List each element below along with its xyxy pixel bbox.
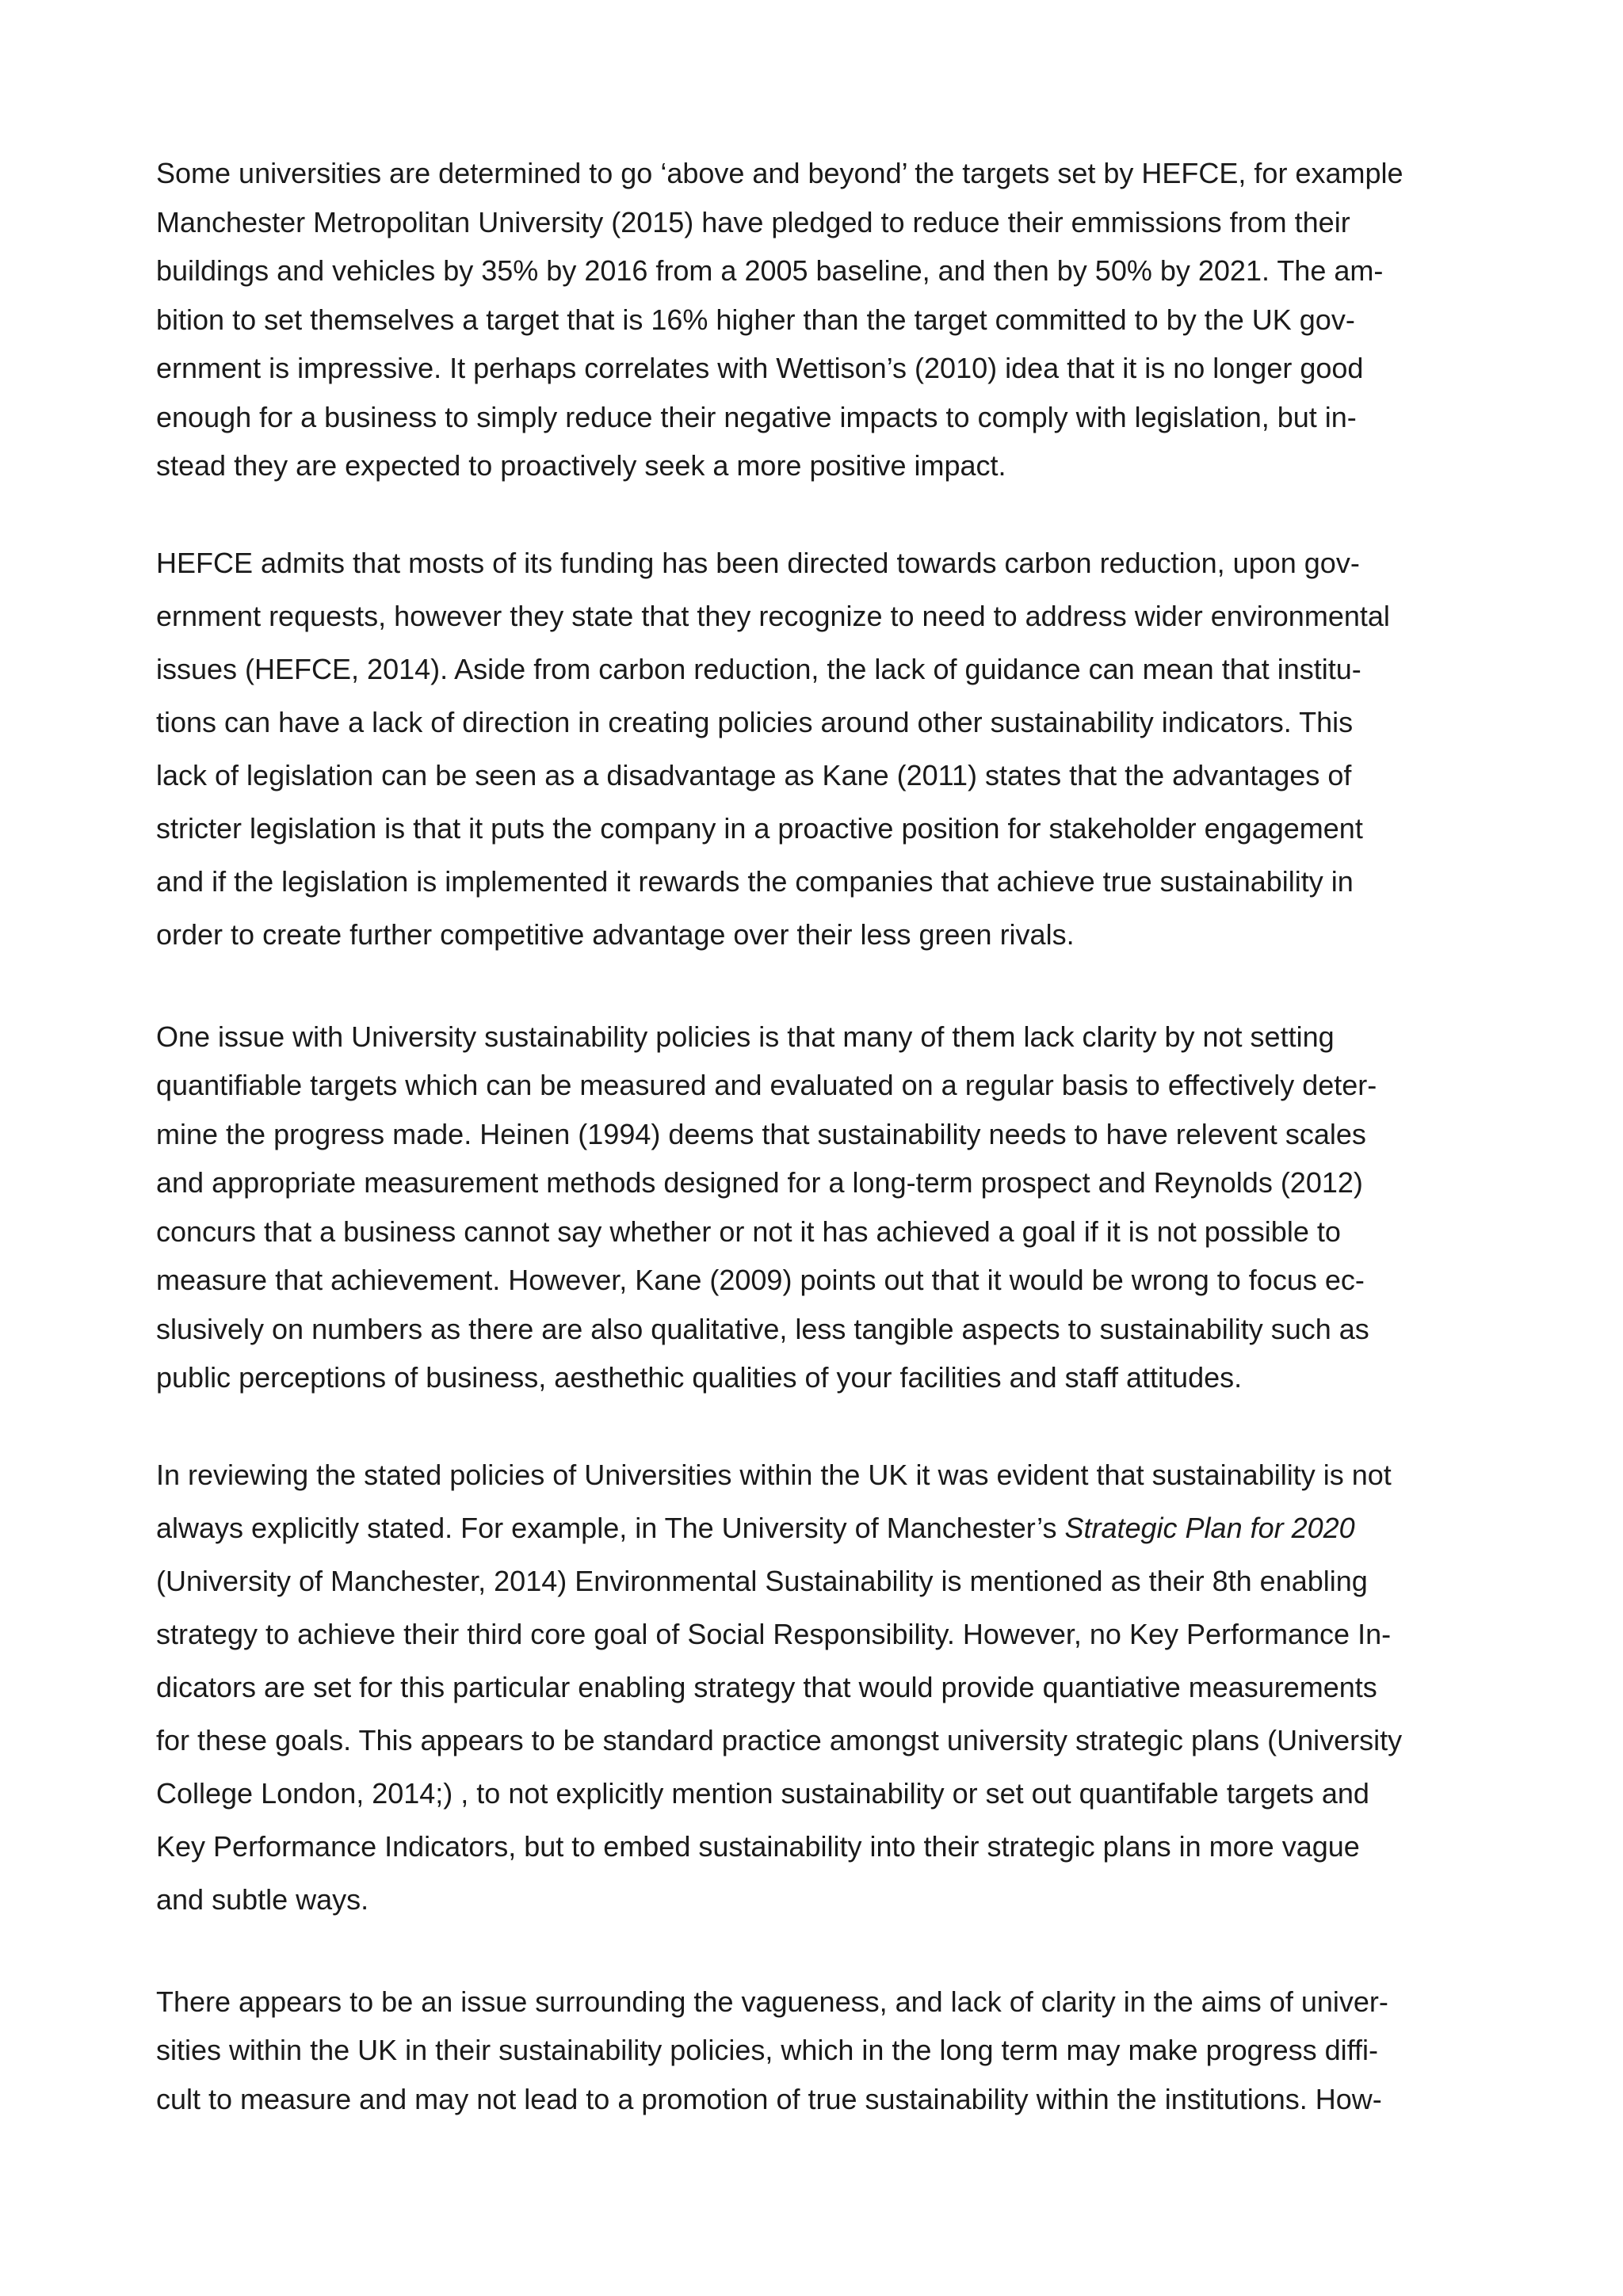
text-line: stead they are expected to proactively seek a more positive impact. [156, 449, 1006, 482]
text-line: ernment is impressive. It perhaps correlates with Wettison’s (2010) idea that it is no longer good [156, 352, 1364, 384]
text-line: concurs that a business cannot say whether or not it has achieved a goal if it is not possible to [156, 1215, 1341, 1248]
text-line: Some universities are determined to go ‘above and beyond’ the targets set by HEFCE, for example [156, 157, 1403, 189]
text-line: One issue with University sustainability policies is that many of them lack clarity by not setting [156, 1020, 1335, 1053]
text-line: strategy to achieve their third core goal of Social Responsibility. However, no Key Performance In- [156, 1618, 1392, 1650]
text-line: mine the progress made. Heinen (1994) deems that sustainability needs to have relevent scales [156, 1117, 1366, 1150]
text-line: bition to set themselves a target that is 16% higher than the target committed to by the UK gov- [156, 303, 1355, 336]
document-title-italic: Strategic Plan for 2020 [1064, 1512, 1355, 1544]
text-line: (University of Manchester, 2014) Environmental Sustainability is mentioned as their 8th enabling [156, 1565, 1368, 1597]
text-line: stricter legislation is that it puts the company in a proactive position for stakeholder engagement [156, 812, 1363, 845]
paragraph-1 [156, 149, 1481, 490]
text-line: buildings and vehicles by 35% by 2016 from a 2005 baseline, and then by 50% by 2021. The am- [156, 254, 1384, 287]
text-line: for these goals. This appears to be standard practice amongst university strategic plans (University [156, 1724, 1403, 1756]
text-line: quantifiable targets which can be measured and evaluated on a regular basis to effectively deter- [156, 1069, 1377, 1101]
text-line: In reviewing the stated policies of Universities within the UK it was evident that sustainability is not [156, 1459, 1392, 1491]
paragraph-4 [156, 1451, 1481, 1928]
text-line: measure that achievement. However, Kane (2009) points out that it would be wrong to focus ec- [156, 1264, 1365, 1296]
text-line: order to create further competitive advantage over their less green rivals. [156, 918, 1075, 951]
text-line: and appropriate measurement methods designed for a long-term prospect and Reynolds (2012) [156, 1166, 1363, 1199]
text-line: and if the legislation is implemented it rewards the companies that achieve true sustainability in [156, 865, 1354, 898]
text-line [156, 1504, 1481, 1557]
text-line: cult to measure and may not lead to a promotion of true sustainability within the institutions. How- [156, 2082, 1382, 2115]
paragraph-2 [156, 539, 1481, 963]
body-text [156, 149, 1481, 2172]
text-line: slusively on numbers as there are also qualitative, less tangible aspects to sustainability such as [156, 1312, 1369, 1345]
text-line: Key Performance Indicators, but to embed sustainability into their strategic plans in more vague [156, 1830, 1360, 1863]
text-line: College London, 2014;) , to not explicitly mention sustainability or set out quantifable targets and [156, 1777, 1369, 1810]
text-line: sities within the UK in their sustainability policies, which in the long term may make progress diffi- [156, 2034, 1378, 2066]
text-line: issues (HEFCE, 2014). Aside from carbon reduction, the lack of guidance can mean that institu- [156, 653, 1361, 685]
paragraph-5 [156, 1978, 1481, 2124]
text-line: HEFCE admits that mosts of its funding has been directed towards carbon reduction, upon gov- [156, 547, 1360, 579]
text-line: There appears to be an issue surrounding the vagueness, and lack of clarity in the aims of univer- [156, 1985, 1388, 2018]
text-line: public perceptions of business, aesthethic qualities of your facilities and staff attitudes. [156, 1361, 1243, 1394]
text-line: and subtle ways. [156, 1883, 369, 1916]
text-line: lack of legislation can be seen as a disadvantage as Kane (2011) states that the advantages of [156, 759, 1352, 791]
text-line: tions can have a lack of direction in creating policies around other sustainability indicators. This [156, 706, 1354, 738]
text-line: enough for a business to simply reduce their negative impacts to comply with legislation, but in- [156, 400, 1357, 433]
text-segment: always explicitly stated. For example, in The University of Manchester’s [156, 1512, 1065, 1544]
text-line: Manchester Metropolitan University (2015) have pledged to reduce their emmissions from their [156, 205, 1350, 238]
text-line: ernment requests, however they state that they recognize to need to address wider environmental [156, 600, 1390, 632]
text-line: dicators are set for this particular enabling strategy that would provide quantiative measurements [156, 1671, 1377, 1703]
paragraph-3 [156, 1013, 1481, 1402]
